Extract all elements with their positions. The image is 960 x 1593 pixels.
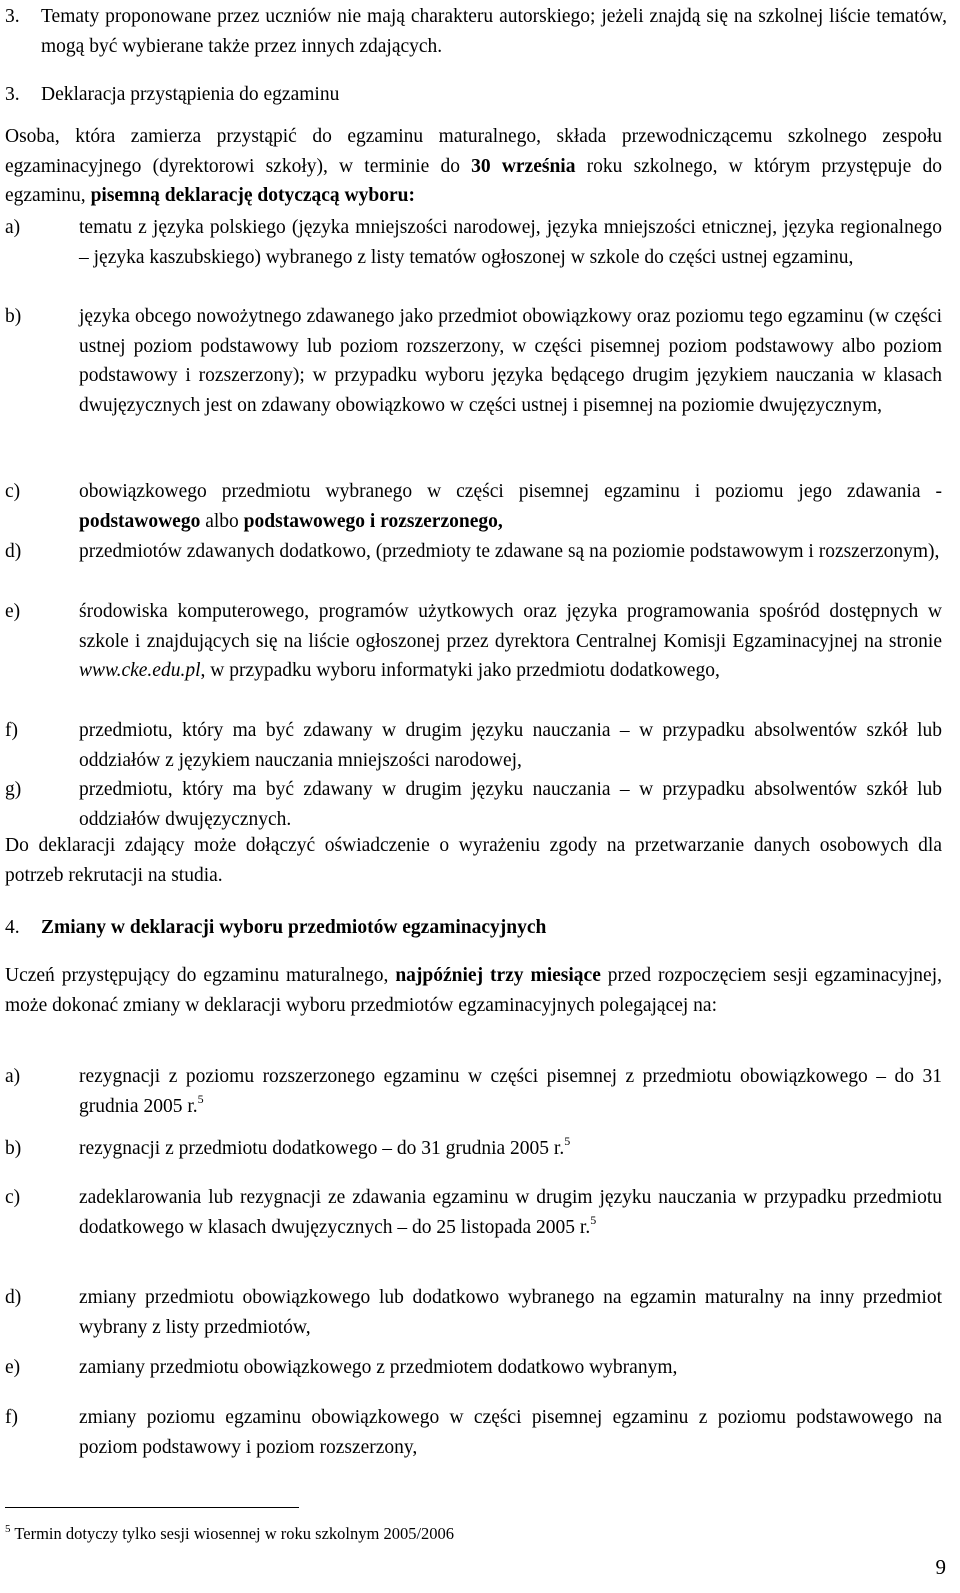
list-marker: d) (5, 541, 22, 562)
list-text: zmiany poziomu egzaminu obowiązkowego w części pisemnej egzaminu z poziomu podstawowego na poziom podstawowy i poziom rozszerzony, (79, 1407, 942, 1458)
footnote (5, 1523, 454, 1545)
footnote-divider (5, 1507, 299, 1508)
section-4-heading (5, 913, 947, 943)
list-marker: f) (5, 720, 18, 741)
list-marker: a) (5, 217, 21, 238)
footnote-ref: 5 (590, 1212, 597, 1227)
list-item-3f (5, 716, 942, 775)
list-marker: g) (5, 779, 22, 800)
deadline-emphasis: najpóźniej trzy miesiące (395, 965, 601, 986)
list-marker: a) (5, 1066, 21, 1087)
list-marker: e) (5, 1357, 21, 1378)
section-title: Zmiany w deklaracji wyboru przedmiotów egzaminacyjnych (41, 917, 547, 938)
list-text: języka obcego nowożytnego zdawanego jako przedmiot obowiązkowy oraz poziomu tego egzaminu (w części ustnej poziom podstawowy lub poziom rozszerzony, w części pisemnej poziom podstawowy albo poziom podstawowy i rozszerzony); w przypadku wyboru języka będącego drugim językiem nauczania w klasach dwujęzycznych jest on zdawany obowiązkowo w części ustnej i pisemnej na poziomie dwujęzycznym, (79, 306, 942, 416)
footnote-ref: 5 (197, 1091, 204, 1106)
list-marker: e) (5, 601, 21, 622)
list-marker: b) (5, 1138, 22, 1159)
section-3-closing: Do deklaracji zdający może dołączyć oświadczenie o wyrażeniu zgody na przetwarzanie danych osobowych dla potrzeb rekrutacji na studia. (5, 835, 942, 886)
deadline-date: 30 września (471, 155, 576, 177)
list-text: zmiany przedmiotu obowiązkowego lub dodatkowo wybranego na egzamin maturalny na inny przedmiot wybrany z listy przedmiotów, (79, 1287, 942, 1338)
intro-text: roku szkolnego, w którym przystępuje do egzaminu, (5, 155, 943, 206)
list-text: rezygnacji z poziomu rozszerzonego egzaminu w części pisemnej z przedmiotu obowiązkowego – do 31 grudnia 2005 r.$^5$ (79, 1066, 942, 1117)
list-text: tematu z języka polskiego (języka mniejszości narodowej, języka mniejszości etnicznej, języka regionalnego – języka kaszubskiego) wybranego z listy tematów ogłoszonej w szkole do części ustnej egzaminu, (79, 217, 942, 268)
footnote-ref: 5 (564, 1134, 571, 1148)
list-text: obowiązkowego przedmiotu wybranego w części pisemnej egzaminu i poziomu jego zdawania - podstawowego albo podstawowego i rozszerzonego, (79, 481, 942, 532)
section-3-intro (5, 122, 942, 211)
list-item-3c (5, 477, 942, 536)
numbered-item-3-topics (5, 2, 947, 61)
footnote-marker: 5 (5, 1523, 11, 1535)
list-item-3e (5, 597, 942, 686)
list-marker: b) (5, 306, 22, 327)
list-item-4f (5, 1403, 942, 1462)
list-item-4a (5, 1062, 942, 1121)
list-text: przedmiotów zdawanych dodatkowo, (przedmioty te zdawane są na poziomie podstawowym i rozszerzonym), (79, 541, 940, 562)
page-number: 9 (935, 1555, 946, 1579)
section-title: Deklaracja przystąpienia do egzaminu (41, 84, 340, 105)
list-marker: c) (5, 481, 21, 502)
list-item-4c (5, 1183, 942, 1242)
list-item-3b (5, 302, 942, 420)
list-item-4d (5, 1283, 942, 1342)
list-marker: d) (5, 1287, 22, 1308)
list-text: środowiska komputerowego, programów użytkowych oraz języka programowania spośród dostępnych w szkole i znajdujących się na liście ogłoszonej przez dyrektora Centralnej Komisji Egzaminacyjnej na stronie www.cke.edu.pl, w przypadku wyboru informatyki jako przedmiotu dodatkowego, (79, 601, 942, 681)
list-text: zadeklarowania lub rezygnacji ze zdawania egzaminu w drugim języku nauczania w przypadku przedmiotu dodatkowego w klasach dwujęzycznych – do 25 listopada 2005 r.$^5$ (79, 1187, 942, 1238)
section-3-heading (5, 80, 947, 110)
list-marker: c) (5, 1187, 21, 1208)
section-number: 3. (5, 84, 20, 105)
list-item-3g (5, 775, 942, 834)
list-item-4e (5, 1353, 942, 1383)
website-link-text: www.cke.edu.pl (79, 660, 201, 681)
list-item-3d (5, 537, 942, 567)
list-item-4b (5, 1134, 942, 1164)
item-number: 3. (5, 6, 20, 27)
intro-text: Osoba, która zamierza przystąpić do egzaminu maturalnego, składa przewodniczącemu szkolnego zespołu egzaminacyjnego (dyrektorowi szkoły), w terminie do (5, 126, 942, 177)
list-marker: f) (5, 1407, 18, 1428)
list-item-3a (5, 213, 942, 272)
list-text: przedmiotu, który ma być zdawany w drugim języku nauczania – w przypadku absolwentów szkół lub oddziałów dwujęzycznych. (79, 779, 942, 830)
item-text: Tematy proponowane przez uczniów nie mają charakteru autorskiego; jeżeli znajdą się na szkolnej liście tematów, mogą być wybierane także przez innych zdających. (41, 6, 947, 57)
list-text: przedmiotu, który ma być zdawany w drugim języku nauczania – w przypadku absolwentów szkół lub oddziałów z językiem nauczania mniejszości narodowej, (79, 720, 942, 771)
footnote-text: Termin dotyczy tylko sesji wiosennej w roku szkolnym 2005/2006 (10, 1524, 455, 1543)
section-4-intro: Uczeń przystępujący do egzaminu maturalnego, najpóźniej trzy miesiące przed rozpoczęciem sesji egzaminacyjnej, może dokonać zmiany w deklaracji wyboru przedmiotów egzaminacyjnych polegającej na: (5, 965, 942, 1016)
list-text: rezygnacji z przedmiotu dodatkowego – do 31 grudnia 2005 r.$^5$ (79, 1134, 571, 1159)
list-text: zamiany przedmiotu obowiązkowego z przedmiotem dodatkowo wybranym, (79, 1357, 678, 1378)
section-number: 4. (5, 917, 20, 938)
declaration-emphasis: pisemną deklarację dotyczącą wyboru: (90, 185, 415, 206)
